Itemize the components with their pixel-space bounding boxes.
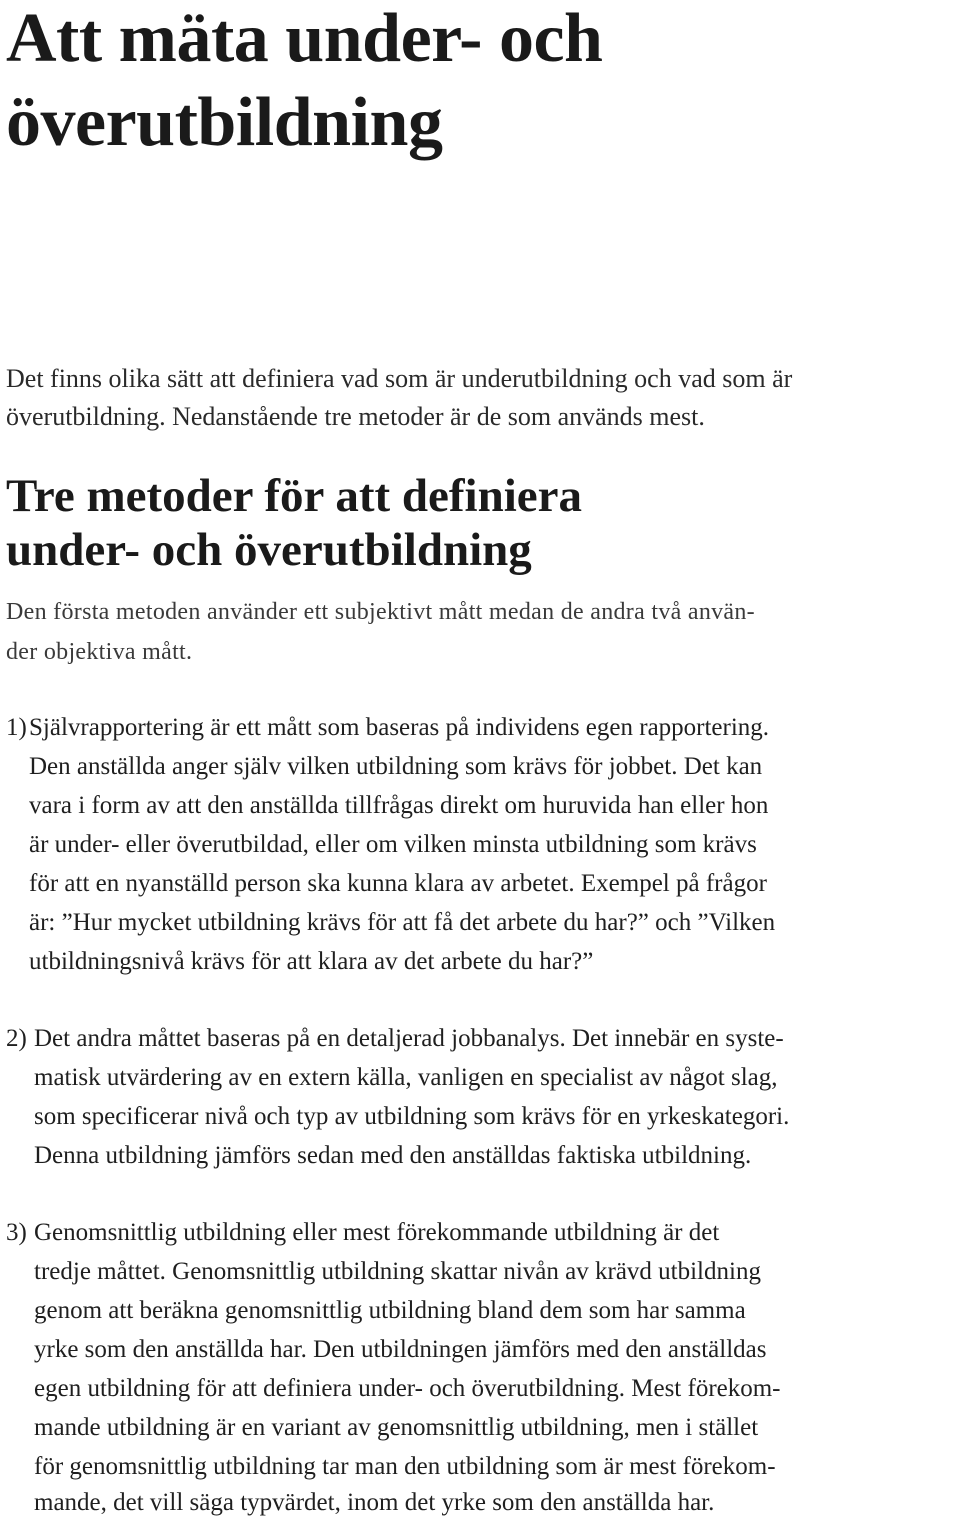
- method-text-line: vara i form av att den anställda tillfrågas direkt om huruvida han eller hon: [29, 792, 769, 819]
- method-text-line: utbildningsnivå krävs för att klara av det arbete du har?”: [29, 948, 594, 975]
- method-number: 1): [6, 714, 27, 741]
- method-number: 3): [6, 1219, 27, 1246]
- intro-line-2: överutbildning. Nedanstående tre metoder är de som används mest.: [6, 402, 705, 431]
- method-text-line: är under- eller överutbildad, eller om vilken minsta utbildning som krävs: [29, 831, 757, 858]
- section-lead-line-1: Den första metoden använder ett subjektivt mått medan de andra två använ-: [6, 599, 755, 625]
- method-text-line: Självrapportering är ett mått som baseras på individens egen rapportering.: [29, 714, 770, 741]
- section-lead-line-2: der objektiva mått.: [6, 639, 193, 665]
- method-text-line: är: ”Hur mycket utbildning krävs för att få det arbete du har?” och ”Vilken: [29, 909, 776, 936]
- intro-line-1: Det finns olika sätt att definiera vad som är underutbildning och vad som är: [6, 364, 793, 393]
- method-text-line: Denna utbildning jämförs sedan med den anställdas faktiska utbildning.: [34, 1142, 752, 1169]
- method-text-line: som specificerar nivå och typ av utbildning som krävs för en yrkeskategori.: [34, 1103, 790, 1130]
- method-text-line: genom att beräkna genomsnittlig utbildning bland dem som har samma: [34, 1297, 746, 1324]
- method-text-line: för att en nyanställd person ska kunna klara av arbetet. Exempel på frågor: [29, 870, 767, 897]
- method-text-line: Det andra måttet baseras på en detaljerad jobbanalys. Det innebär en syste-: [34, 1025, 784, 1052]
- method-number: 2): [6, 1025, 27, 1052]
- method-text-line: mande, det vill säga typvärdet, inom det yrke som den anställda har.: [34, 1489, 715, 1516]
- method-text-line: Genomsnittlig utbildning eller mest förekommande utbildning är det: [34, 1219, 720, 1246]
- section-heading-line-1: Tre metoder för att definiera: [6, 470, 583, 522]
- section-heading-line-2: under- och överutbildning: [6, 524, 532, 576]
- method-text-line: tredje måttet. Genomsnittlig utbildning skattar nivån av krävd utbildning: [34, 1258, 761, 1285]
- page-title-line-1: Att mäta under- och: [6, 0, 603, 77]
- page-title-line-2: överutbildning: [6, 84, 443, 161]
- method-text-line: egen utbildning för att definiera under- och överutbildning. Mest förekom-: [34, 1375, 781, 1402]
- method-text-line: matisk utvärdering av en extern källa, vanligen en specialist av något slag,: [34, 1064, 778, 1091]
- method-text-line: mande utbildning är en variant av genomsnittlig utbildning, men i stället: [34, 1414, 759, 1441]
- method-text-line: yrke som den anställda har. Den utbildningen jämförs med den anställdas: [34, 1336, 767, 1363]
- method-text-line: för genomsnittlig utbildning tar man den utbildning som är mest förekom-: [34, 1453, 776, 1480]
- method-text-line: Den anställda anger själv vilken utbildning som krävs för jobbet. Det kan: [29, 753, 763, 780]
